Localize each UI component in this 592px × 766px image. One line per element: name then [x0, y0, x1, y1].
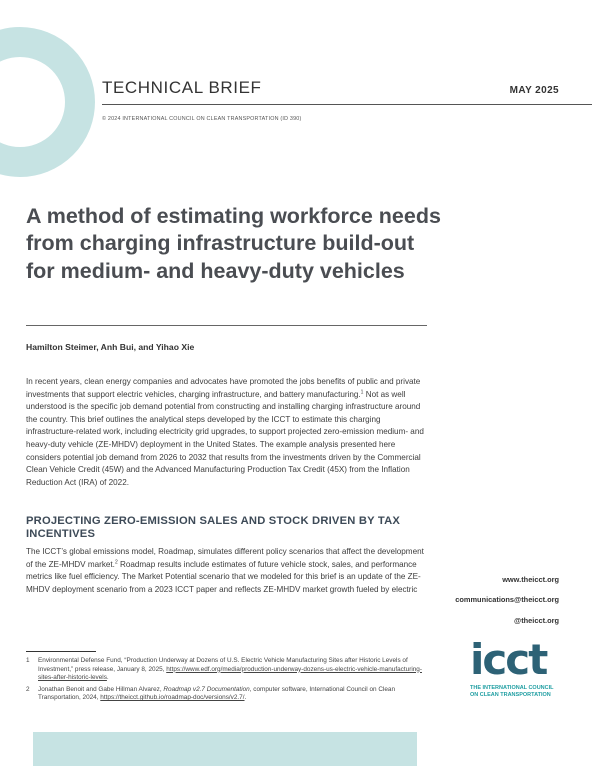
section-heading: PROJECTING ZERO-EMISSION SALES AND STOCK DRIVEN BY TAX INCENTIVES: [26, 515, 401, 540]
footnote-divider: [26, 651, 96, 652]
decorative-footer-bar: [33, 732, 417, 766]
intro-text-b: Not as well understood is the specific job demand potential from constructing and installing charging infrastructure around the country. This brief outlines the analytical steps developed by the ICCT to estimate this charging infrastructure-related work, including electricity grid upgrades, to support projected zero-emission medium- and heavy-duty vehicle (ZE-MHDV) deployment in the United States. The example analysis presented here considers potential job demand from 2026 to 2032 that results from the investments driven by the Commercial Clean Vehicle Credit (45W) and the Advanced Manufacturing Production Tax Credit (45X) from the Inflation Reduction Act (IRA) of 2022.: [26, 389, 424, 487]
header-divider: [102, 104, 592, 105]
footnote-italic-title: Roadmap v2.7 Documentation: [163, 685, 250, 693]
decorative-ring: [0, 22, 100, 182]
section-text-b: Roadmap results include estimates of future vehicle stock, sales, and performance metrics like fuel efficiency. The Market Potential scenario that we modeled for this brief is an update of the ZE-MHDV deployment scenario from a 2023 ICCT paper and reflects ZE-MHDV market growth fueled by electric: [26, 559, 421, 594]
document-type-label: TECHNICAL BRIEF: [102, 78, 262, 97]
logo-tagline-line-2: ON CLEAN TRANSPORTATION: [470, 691, 551, 698]
footnote-text-2: , computer software, International Council on Clean Transportation, 2024,: [38, 685, 396, 702]
footnote-text: Jonathan Benoit and Gabe Hillman Alvarez,: [38, 685, 164, 693]
section-paragraph: [26, 546, 430, 596]
footnote-number: 2: [26, 685, 30, 693]
footnote-2: [26, 686, 426, 703]
footnote-ref-1[interactable]: 1: [360, 388, 364, 395]
copyright-notice: © 2024 INTERNATIONAL COUNCIL ON CLEAN TRANSPORTATION (ID 390): [102, 116, 302, 122]
intro-paragraph: [26, 376, 430, 489]
website-link[interactable]: www.theicct.org: [502, 575, 559, 584]
title-divider: [26, 325, 427, 326]
authors-line: Hamilton Steimer, Anh Bui, and Yihao Xie: [26, 342, 195, 352]
footnote-text: Environmental Defense Fund, “Production Underway at Dozens of U.S. Electric Vehicle Manufacturing Sites after Historic Levels of Investment,” press release, January 8, 2025,: [38, 657, 408, 673]
footnote-end: .: [244, 694, 247, 702]
logo-wordmark: icct: [470, 635, 547, 684]
footnote-link[interactable]: https://www.edf.org/media/production-underway-dozens-us-electric-vehicle-manufacturing-sites-after-historic-levels: [38, 665, 422, 682]
logo-tagline-line-1: THE INTERNATIONAL COUNCIL: [470, 685, 554, 691]
footnote-end: .: [106, 674, 109, 682]
footnotes: [26, 657, 426, 706]
intro-text-a: In recent years, clean energy companies and advocates have promoted the jobs benefits of public and private investments that support electric vehicles, charging infrastructure, and battery manufacturing.: [26, 377, 421, 399]
icct-logo: [470, 635, 560, 700]
logo-tagline: [470, 685, 554, 698]
footnote-link[interactable]: https://theicct.github.io/roadmap-doc/versions/v2.7/: [100, 694, 245, 702]
social-handle-link[interactable]: @theicct.org: [514, 616, 559, 625]
publication-date: MAY 2025: [509, 85, 559, 96]
document-title: A method of estimating workforce needs from charging infrastructure build-out for medium- and heavy-duty vehicles: [26, 204, 441, 283]
section-text-a: The ICCT’s global emissions model, Roadmap, simulates different policy scenarios that affect the development of the ZE-MHDV market.: [26, 547, 424, 569]
email-link[interactable]: communications@theicct.org: [455, 595, 559, 604]
footnote-ref-2[interactable]: 2: [114, 558, 118, 565]
footnote-1: [26, 657, 426, 683]
footnote-number: 1: [26, 657, 30, 664]
